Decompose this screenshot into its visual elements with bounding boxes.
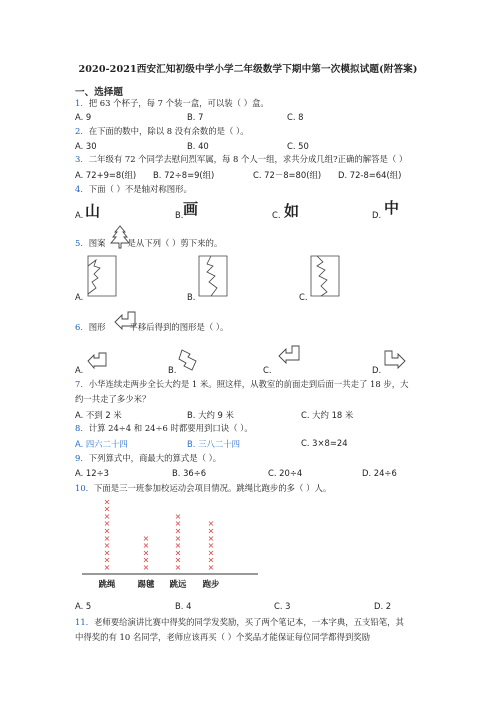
option-b[interactable]: B. 72÷8=9(组) [153, 170, 215, 180]
question-text: 下面是三一班参加校运动会项目情况。跳绳比跑步的多（ ）人。 [94, 483, 332, 493]
option-b[interactable]: B. [168, 365, 177, 375]
question-1 [75, 97, 269, 109]
tally-mark: × [174, 555, 182, 565]
option-a[interactable]: A. 四六二十四 [75, 439, 128, 449]
tally-mark: × [207, 563, 215, 572]
question-number: 5． [75, 238, 89, 248]
option-c[interactable]: C. 3 [274, 601, 291, 611]
option-c[interactable]: C. 8 [287, 112, 304, 122]
shape-d-icon [383, 349, 407, 371]
option-a[interactable]: A. [75, 292, 84, 302]
tally-mark: × [103, 504, 111, 514]
option-a[interactable]: A. 12÷3 [75, 468, 109, 478]
shape-a-icon [86, 351, 108, 369]
question-11-line-2: 中得奖的有 10 名同学，老师应该再买（ ）个奖品才能保证每位同学都得到奖励 [75, 632, 371, 642]
tally-mark: × [207, 526, 215, 536]
question-11-line-1 [75, 616, 404, 628]
tally-mark: × [174, 511, 182, 521]
question-text: 计算 24÷4 和 24÷6 时都要用到口诀（ ）。 [88, 423, 253, 433]
option-c[interactable]: C. [263, 365, 272, 375]
tally-mark: × [103, 548, 111, 558]
option-b[interactable]: B. [187, 292, 196, 302]
option-c[interactable]: C. 20÷4 [268, 468, 303, 478]
question-number: 10． [75, 483, 95, 493]
option-a[interactable]: A. 9 [75, 112, 92, 122]
page-title: 2020-2021西安汇知初级中学小学二年级数学下期中第一次模拟试题(附答案) [78, 64, 418, 75]
option-b[interactable]: B. 三八二十四 [187, 439, 240, 449]
option-b[interactable]: B. 7 [187, 112, 204, 122]
question-number: 2． [75, 126, 89, 136]
question-text-b: 平移后得到的图形是（ ）。 [129, 322, 229, 332]
option-c[interactable]: C. 大约 18 米 [301, 410, 354, 420]
category-label: 踢毽 [137, 579, 155, 589]
shape-c-icon [277, 344, 301, 366]
question-text: 在下面的数中，除以 8 没有余数的是（ ）。 [88, 126, 249, 136]
tally-mark: × [174, 519, 182, 529]
question-text: 下面（ ）不是轴对称图形。 [88, 184, 192, 194]
question-text: 小华连续走两步全长大约是 1 米。照这样，从教室的前面走到后面一共走了 18 步，大 [88, 379, 409, 389]
question-10 [75, 482, 331, 494]
tally-mark: × [207, 555, 215, 565]
option-c[interactable]: C. 72－8=80(组) [253, 170, 322, 180]
option-c[interactable]: C. 3×8=24 [301, 438, 348, 448]
option-c[interactable]: C. 50 [287, 141, 309, 151]
question-3 [75, 153, 407, 165]
question-text-a: 图形 [88, 322, 106, 332]
question-number: 7． [75, 379, 89, 389]
glyph-shan-picture: 山 [85, 202, 101, 220]
tally-mark: × [103, 519, 111, 529]
option-a[interactable]: A. 5 [75, 601, 92, 611]
category-label: 跑步 [202, 579, 220, 589]
question-number: 9． [75, 453, 89, 463]
question-5 [75, 237, 222, 249]
option-d[interactable]: D. 2 [374, 601, 392, 611]
option-c[interactable]: C. [299, 292, 308, 302]
tally-mark: × [103, 498, 111, 507]
question-text: 下列算式中，商最大的算式是（ ）。 [88, 453, 222, 463]
tree-pattern-icon [109, 225, 131, 249]
tally-mark: × [103, 526, 111, 536]
question-number: 11． [75, 617, 95, 627]
question-number: 6． [75, 322, 89, 332]
option-a[interactable]: A. 30 [75, 141, 97, 151]
tally-mark: × [174, 548, 182, 558]
question-text: 二年级有 72 个同学去慰问烈军属，每 8 个人一组，求共分成几组?正确的解答是（ ） [88, 154, 408, 164]
question-text-b: 是从下列（ ）剪下来的。 [127, 238, 223, 248]
question-2 [75, 125, 249, 137]
glyph-hua-picture: 画 [183, 200, 199, 218]
question-9 [75, 452, 221, 464]
glyph-zhong-picture: 中 [384, 199, 400, 217]
tally-mark: × [174, 526, 182, 536]
tally-mark: × [142, 563, 150, 572]
option-d[interactable]: D. 72-8=64(组) [338, 170, 402, 180]
category-label: 跳绳 [98, 579, 116, 589]
question-8 [75, 422, 253, 434]
glyph-ru-picture: 如 [284, 202, 300, 220]
section-heading: 一、选择题 [75, 87, 123, 98]
tally-mark: × [142, 555, 150, 565]
category-label: 跳远 [169, 579, 187, 589]
question-text-a: 图案 [88, 238, 106, 248]
tally-mark: × [103, 533, 111, 543]
option-d[interactable]: D. [372, 365, 382, 375]
tally-mark: × [174, 563, 182, 572]
option-d[interactable]: D. [372, 210, 382, 220]
tally-mark: × [174, 541, 182, 551]
option-c[interactable]: C. [272, 210, 281, 220]
tally-mark: × [174, 533, 182, 543]
option-b[interactable]: B. 大约 9 米 [187, 410, 234, 420]
tally-mark: × [142, 541, 150, 551]
option-a[interactable]: A. [75, 365, 84, 375]
option-b[interactable]: B. 40 [187, 141, 209, 151]
question-4 [75, 183, 192, 195]
option-a[interactable]: A. 72+9=8(组) [75, 170, 137, 180]
arrow-shape-icon [113, 310, 137, 330]
question-text: 老师要给演讲比赛中得奖的同学发奖励，买了两个笔记本，一本字典，五支铅笔，其 [94, 617, 404, 627]
question-number: 1． [75, 98, 89, 108]
question-number: 4． [75, 184, 89, 194]
tally-mark: × [103, 511, 111, 521]
tally-mark: × [207, 541, 215, 551]
question-number: 3． [75, 154, 89, 164]
cut-paper-a-icon [86, 254, 118, 298]
tally-mark: × [103, 541, 111, 551]
question-6 [75, 321, 228, 333]
tally-mark: × [207, 548, 215, 558]
option-a[interactable]: A. 不到 2 米 [75, 410, 122, 420]
option-a[interactable]: A. [75, 210, 84, 220]
tally-mark: × [207, 519, 215, 529]
chart-labels [99, 579, 220, 589]
cut-paper-c-icon [309, 254, 341, 298]
option-b[interactable]: B. 4 [175, 601, 192, 611]
chart-marks [104, 498, 215, 572]
tally-mark: × [207, 533, 215, 543]
shape-b-icon [177, 348, 199, 372]
cut-paper-b-icon [197, 254, 229, 298]
option-b[interactable]: B. 36÷6 [172, 468, 207, 478]
question-7-line-2: 约一共走了多少米？ [75, 394, 151, 404]
tally-mark: × [103, 555, 111, 565]
question-7-line-1 [75, 378, 408, 390]
tally-mark: × [142, 533, 150, 543]
option-b[interactable]: B. [175, 210, 184, 220]
question-text: 把 63 个杯子，每 7 个装一盒，可以装（ ）盒。 [88, 98, 269, 108]
tally-mark: × [103, 563, 111, 572]
tally-mark: × [142, 548, 150, 558]
tally-chart [80, 498, 260, 594]
option-d[interactable]: D. 24÷6 [362, 468, 397, 478]
question-number: 8． [75, 423, 89, 433]
